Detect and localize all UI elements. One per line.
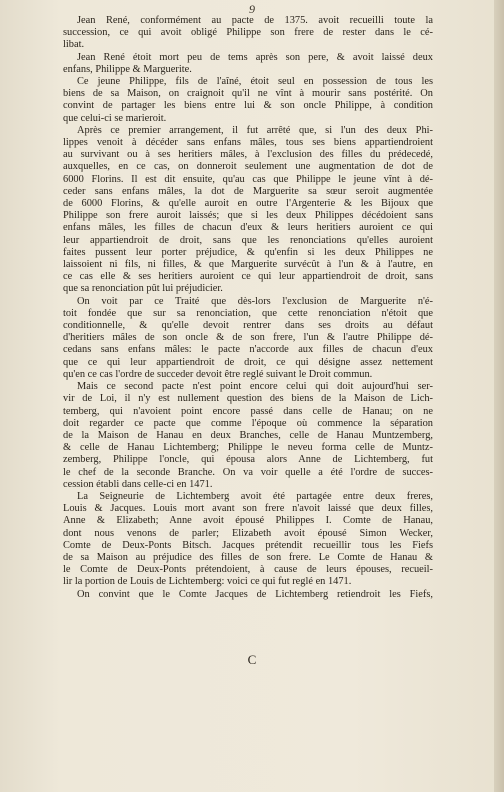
text-line: Ce jeune Philippe, fils de l'aîné, étoit seul en possession de tous les [77,76,433,88]
text-line: temberg, qui n'avoient point encore passé dans celle de Hanau; on ne [63,405,433,417]
text-line: laissoient ni fils, ni filles, & que Marguerite survécût à l'un & à l'autre, en [63,259,433,271]
text-line: On voit par ce Traité que dès-lors l'exclusion de Marguerite n'é- [77,295,433,307]
text-line: au survivant ou à ses heritiers mâles, à l'exclusion des filles du prédecedé, [63,149,433,161]
text-line: ceder sans enfans mâles, la dot de Marguerite sa sœur seroit augmentée [63,185,433,197]
signature-mark: C [247,652,257,667]
text-line: de 6000 Florins, & qu'elle auroit en outre l'Argenterie & les Bijoux que [63,198,433,210]
text-line: succession, ce qui avoit obligé Philippe son frere de rester dans le cé- [63,27,433,39]
text-line: auxquelles, en ce cas, on donneroit seulement une augmentation de dot de [63,161,433,173]
text-line: que ce qui leur appartiendroit de droit, ce qui désigne assez nettement [63,356,433,368]
text-line: leur appartiendroit de droit, sans que les renonciations qu'elles auroient [63,234,433,246]
text-line: cedans sans enfans mâles: le pacte n'accorde aux filles de chacun d'eux [63,344,433,356]
text-line: toit fondée que sur sa renonciation, que cette renonciation n'étoit que [63,307,433,319]
text-line: convint de partager les biens entre lui & son oncle Philippe, à condition [63,100,433,112]
text-line: Mais ce second pacte n'est point encore celui qui doit aujourd'hui ser- [77,381,433,393]
page-gutter-shadow [494,0,504,792]
text-line: de sa Maison au préjudice des filles de son frere. Le Comte de Hanau & [63,551,433,563]
text-line: vir de Loi, il n'y est nullement question des biens de la Maison de Lich- [63,393,433,405]
text-line: faites pussent leur porter préjudice, & qu'enfin si les deux Philippes ne [63,246,433,258]
text-line: libat. [63,39,85,51]
text-line: On convint que le Comte Jacques de Lichtemberg retiendroit les Fiefs, [77,588,433,600]
text-line: biens de sa Maison, on craignoit qu'il ne vînt à mourir sans postérité. On [63,88,433,100]
text-line: de la Maison de Hanau en deux Branches, celle de Hanau Muntzemberg, [63,429,433,441]
text-line: le chef de la seconde Branche. On va voir quelle a été l'ordre de succes- [63,466,433,478]
text-line: cession établi dans celle-ci en 1471. [63,478,213,490]
text-line: lir la portion de Louis de Lichtemberg: voici ce qui fut reglé en 1471. [63,576,352,588]
text-line: Comte de Deux-Ponts Bitsch. Jacques prétendit recueillir tous les Fiefs [63,539,433,551]
text-line: zemberg, Philippe l'oncle, qui épousa alors Anne de Lichtemberg, fut [63,454,433,466]
text-line: que celui-ci se marieroit. [63,112,167,124]
text-line: doit regarder ce pacte que comme l'époque où commence la séparation [63,417,433,429]
text-line: 6000 Florins. Il est dit ensuite, qu'au cas que Philippe le jeune vînt à dé- [63,173,433,185]
text-line: dont nous venons de parler; Elizabeth avoit épousé Simon Wecker, [63,527,433,539]
text-line: Louis & Jacques. Louis mort avant son frere n'avoit laissé que deux filles, [63,503,433,515]
text-line: Jean René, conformément au pacte de 1375. avoit recueilli toute la [77,15,433,26]
text-line: Jean René étoit mort peu de tems après son pere, & avoit laissé deux [77,51,433,63]
text-line: Philippe son frere auroit laissés; que si les deux Philippes décédoient sans [63,210,433,222]
text-line: qu'en ce cas l'ordre de succeder devoit être reglé suivant le Droit commun. [63,368,373,380]
text-line: & celle de Hanau Lichtemberg; Philippe le neveu forma celle de Muntz- [63,442,433,454]
text-line: Après ce premier arrangement, il fut arrêté que, si l'un des deux Phi- [77,124,433,136]
text-line: enfans mâles, les filles de chacun d'eux & leurs heritiers auroient ce qui [63,222,433,234]
text-line: ce cas elle & ses heritiers auroient ce qui leur appartiendroit de droit, sans [63,271,433,283]
text-line: conditionnelle, & qu'elle devoit rentrer dans ses droits au défaut [63,320,433,332]
text-line: La Seigneurie de Lichtemberg avoit été partagée entre deux freres, [77,490,433,502]
text-line: Anne & Elizabeth; Anne avoit épousé Philippes I. Comte de Hanau, [63,515,433,527]
text-line: que sa renonciation pût lui préjudicier. [63,283,223,295]
body-text [63,15,433,601]
text-line: d'heritiers mâles de son oncle & de son frere, l'un & l'autre Philippe dé- [63,332,433,344]
text-line: le Comte de Deux-Ponts prétendoient, à cause de leurs épouses, recueil- [63,564,433,576]
page-number: 9 [249,2,255,16]
text-line: lippes venoit à décéder sans enfans mâles, tous ses biens appartiendroient [63,137,433,149]
text-line: enfans, Philippe & Marguerite. [63,63,192,75]
